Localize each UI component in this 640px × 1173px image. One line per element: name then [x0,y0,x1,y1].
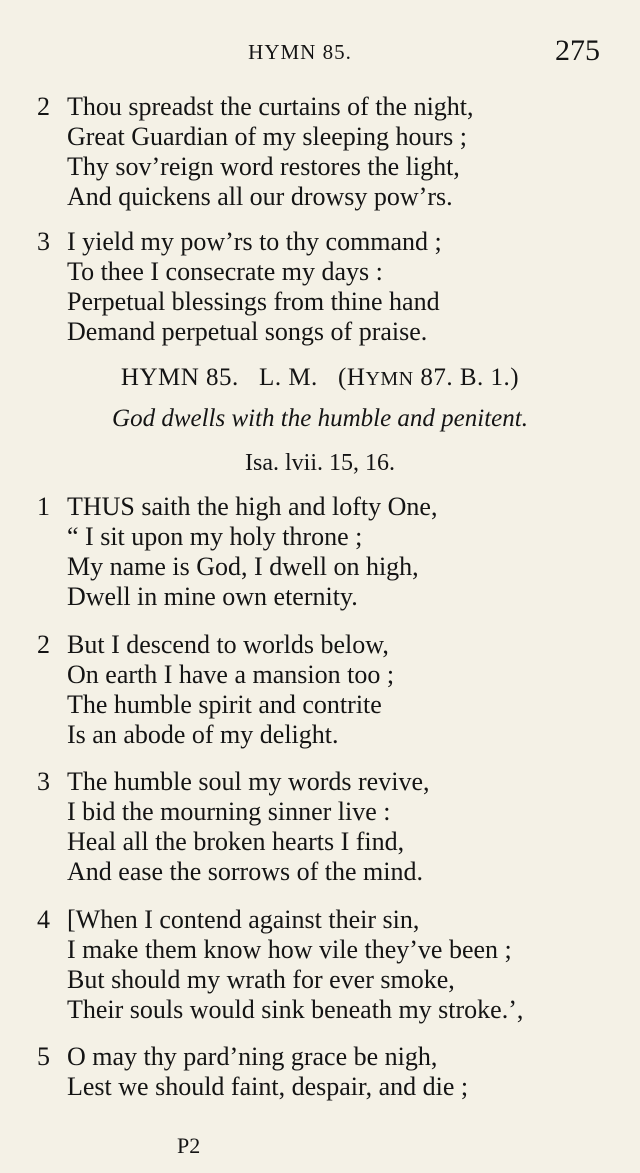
page-header [0,34,640,74]
verse-line: The humble spirit and contrite [67,690,382,719]
hymn-meter: L. M. [259,364,318,391]
verse-line: Heal all the broken hearts I find, [67,827,405,856]
stanza-number: 3 [37,767,50,796]
stanza-number: 1 [37,492,50,521]
hymn-reference [338,364,519,391]
verse-line: Dwell in mine own eternity. [67,582,358,611]
hymn-heading [0,364,640,392]
verse-line: Is an abode of my delight. [67,720,339,749]
hymn-subject: God dwells with the humble and penitent. [112,405,528,432]
ref-word-rest: YMN [365,368,414,390]
verse-line: I bid the mourning sinner live : [67,797,391,826]
verse-line: The humble soul my words revive, [67,767,430,796]
stanza-number: 5 [37,1042,50,1071]
verse-line: I make them know how vile they’ve been ; [67,935,512,964]
signature-mark: P2 [177,1133,201,1158]
verse-line: But I descend to worlds below, [67,630,389,659]
verse-line: THUS saith the high and lofty One, [67,492,438,521]
page-number: 275 [555,34,600,67]
verse-line: Great Guardian of my sleeping hours ; [67,122,468,151]
verse-line: But should my wrath for ever smoke, [67,965,455,994]
verse-line: Thou spreadst the curtains of the night, [67,92,474,121]
verse-line: O may thy pard’ning grace be nigh, [67,1042,438,1071]
verse-line: And ease the sorrows of the mind. [67,857,423,886]
verse-line: And quickens all our drowsy pow’rs. [67,182,453,211]
verse-line: I yield my pow’rs to thy command ; [67,227,442,256]
verse-line: On earth I have a mansion too ; [67,660,395,689]
ref-open: ( [338,364,347,391]
verse-line: Thy sov’reign word restores the light, [67,152,460,181]
verse-line: Lest we should faint, despair, and die ; [67,1072,469,1101]
running-title: HYMN 85. [248,40,352,64]
hymn-title: HYMN 85. [120,364,239,391]
verse-line: Demand perpetual songs of praise. [67,317,428,346]
verse-line: My name is God, I dwell on high, [67,552,419,581]
verse-line: Their souls would sink beneath my stroke.’, [67,995,524,1024]
verse-line: [When I contend against their sin, [67,905,420,934]
stanza-number: 3 [37,227,50,256]
verse-line: Perpetual blessings from thine hand [67,287,440,316]
stanza-number: 2 [37,92,50,121]
verse-line: To thee I consecrate my days : [67,257,383,286]
ref-word-cap: H [346,364,366,391]
verse-line: “ I sit upon my holy throne ; [67,522,363,551]
scripture-reference: Isa. lvii. 15, 16. [245,450,395,476]
stanza-number: 2 [37,630,50,659]
stanza-number: 4 [37,905,50,934]
ref-tail: 87. B. 1.) [420,364,520,391]
